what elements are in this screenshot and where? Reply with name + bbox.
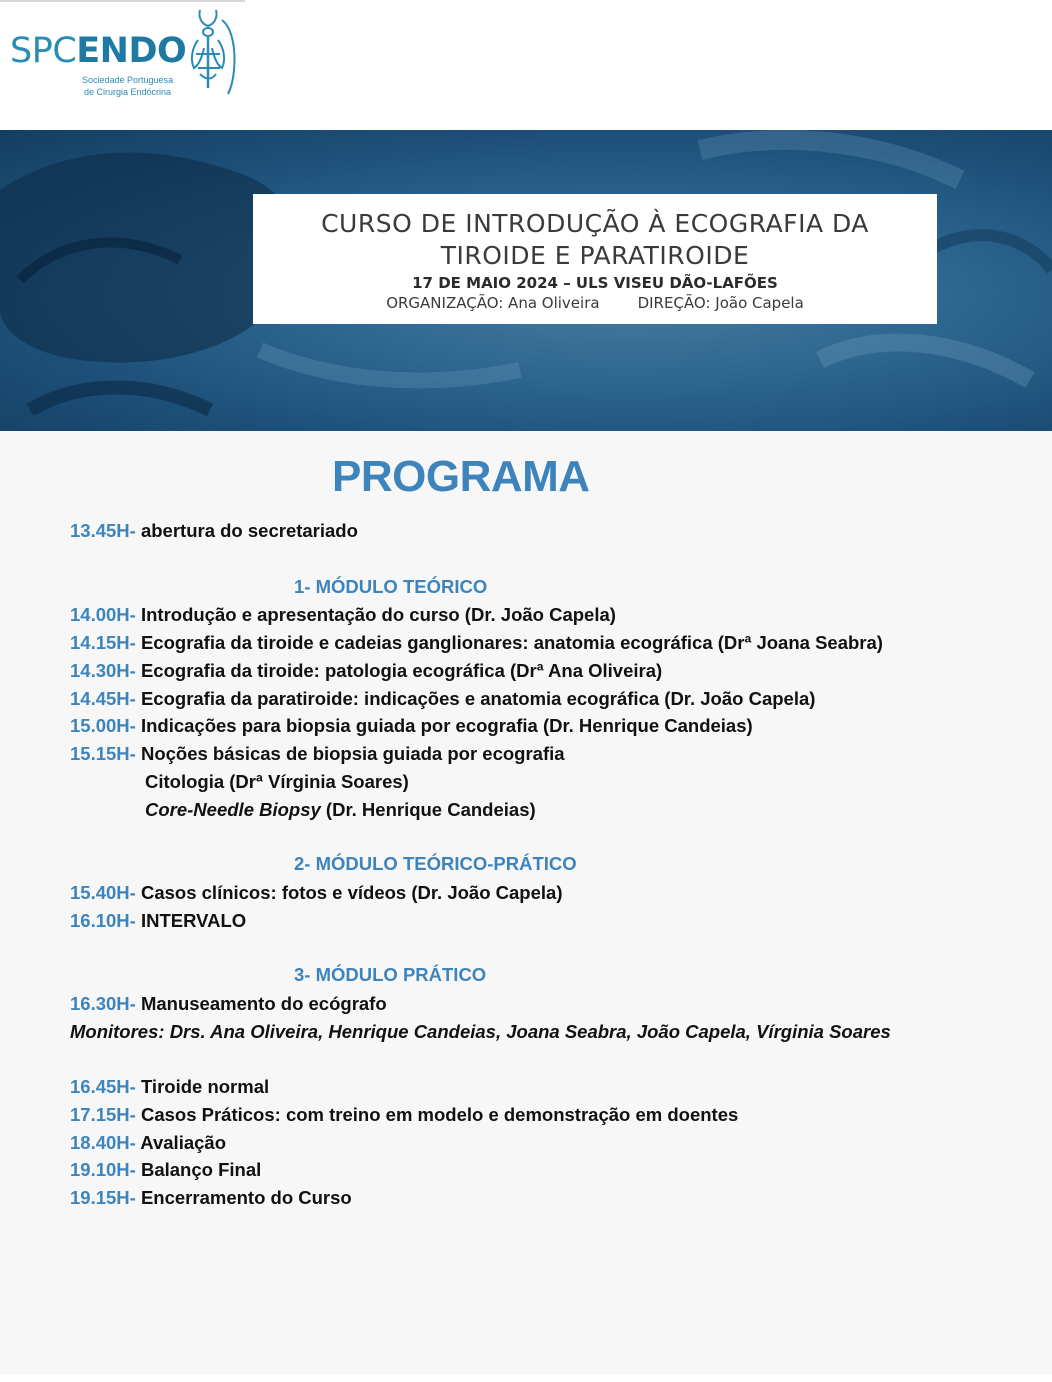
logo-subtitle	[82, 74, 173, 98]
schedule-desc: Casos Práticos: com treino em modelo e demonstração em doentes	[140, 1104, 739, 1125]
schedule-time: 16.10H-	[70, 910, 136, 931]
schedule-time: 18.40H-	[70, 1132, 136, 1153]
spcendo-logo	[10, 8, 250, 108]
schedule-row	[70, 1187, 352, 1209]
schedule-row	[70, 910, 246, 932]
course-title-line2: TIROIDE E PARATIROIDE	[440, 241, 750, 270]
schedule-row	[70, 632, 883, 654]
schedule-time: 15.00H-	[70, 715, 136, 736]
schedule-time: 19.10H-	[70, 1159, 136, 1180]
header	[0, 0, 1052, 130]
schedule-time: 16.30H-	[70, 993, 136, 1014]
logo-text-bold: ENDO	[76, 31, 187, 71]
schedule-row	[70, 604, 616, 626]
schedule-desc: Ecografia da tiroide e cadeias ganglionares: anatomia ecográfica (Drª Joana Seabra)	[140, 632, 883, 653]
course-title-box	[253, 194, 937, 324]
schedule-time: 16.45H-	[70, 1076, 136, 1097]
schedule-desc: Indicações para biopsia guiada por ecografia (Dr. Henrique Candeias)	[140, 715, 753, 736]
logo-wordmark	[10, 31, 187, 71]
schedule-row	[70, 1076, 269, 1098]
schedule-time: 13.45H-	[70, 520, 136, 541]
program-heading: PROGRAMA	[332, 452, 590, 501]
schedule-row	[70, 882, 562, 904]
schedule-desc: Casos clínicos: fotos e vídeos (Dr. João Capela)	[140, 882, 563, 903]
logo-subtitle-line1: Sociedade Portuguesa	[82, 75, 174, 85]
schedule-desc: Avaliação	[140, 1132, 226, 1153]
section-heading-practical: 3- MÓDULO PRÁTICO	[294, 964, 487, 985]
logo-subtitle-line2: de Cirurgia Endócrina	[84, 87, 172, 97]
direction-text: DIREÇÃO: João Capela	[637, 294, 804, 312]
section-heading-theoretical-practical: 2- MÓDULO TEÓRICO-PRÁTICO	[294, 853, 577, 874]
course-date-location: 17 DE MAIO 2024 – ULS VISEU DÃO-LAFÕES	[412, 274, 778, 292]
thyroid-figure-icon	[186, 8, 246, 100]
bottom-edge	[0, 1374, 1052, 1382]
schedule-desc: Manuseamento do ecógrafo	[140, 993, 387, 1014]
schedule-desc: INTERVALO	[140, 910, 247, 931]
schedule-time: 14.45H-	[70, 688, 136, 709]
schedule-row-opening	[70, 520, 358, 542]
course-organizers	[253, 293, 937, 313]
schedule-row	[70, 993, 387, 1015]
top-divider	[0, 0, 245, 2]
organization-text: ORGANIZAÇÃO: Ana Oliveira	[386, 294, 600, 312]
schedule-row	[70, 1132, 226, 1154]
schedule-time: 14.30H-	[70, 660, 136, 681]
schedule-time: 14.15H-	[70, 632, 136, 653]
schedule-time: 15.15H-	[70, 743, 136, 764]
logo-text-thin: SPC	[10, 31, 77, 71]
schedule-desc: Ecografia da paratiroide: indicações e anatomia ecográfica (Dr. João Capela)	[140, 688, 816, 709]
section-heading-theoretical: 1- MÓDULO TEÓRICO	[294, 576, 488, 597]
schedule-time: 19.15H-	[70, 1187, 136, 1208]
course-title-line1: CURSO DE INTRODUÇÃO À ECOGRAFIA DA	[321, 209, 869, 238]
schedule-desc: Noções básicas de biopsia guiada por ecografia	[140, 743, 565, 764]
sub-item-citologia: Citologia (Drª Vírginia Soares)	[145, 771, 409, 792]
schedule-time: 17.15H-	[70, 1104, 136, 1125]
core-needle-speaker: (Dr. Henrique Candeias)	[320, 799, 536, 820]
schedule-row	[70, 743, 565, 765]
schedule-row	[70, 660, 662, 682]
schedule-desc: Tiroide normal	[140, 1076, 270, 1097]
schedule-desc: Balanço Final	[140, 1159, 262, 1180]
schedule-row	[70, 1159, 261, 1181]
schedule-desc: Encerramento do Curso	[140, 1187, 352, 1208]
schedule-row	[70, 688, 815, 710]
schedule-time: 14.00H-	[70, 604, 136, 625]
schedule-row	[70, 715, 753, 737]
course-banner	[0, 130, 1052, 431]
monitors-line: Monitores: Drs. Ana Oliveira, Henrique Candeias, Joana Seabra, João Capela, Vírginia Soares	[70, 1021, 891, 1042]
schedule-row	[70, 1104, 738, 1126]
schedule-time: 15.40H-	[70, 882, 136, 903]
sub-item-core-needle	[145, 799, 536, 821]
core-needle-label: Core-Needle Biopsy	[145, 799, 321, 820]
schedule-desc: Ecografia da tiroide: patologia ecográfica (Drª Ana Oliveira)	[140, 660, 663, 681]
schedule-desc: Introdução e apresentação do curso (Dr. João Capela)	[140, 604, 616, 625]
schedule-desc: abertura do secretariado	[140, 520, 358, 541]
